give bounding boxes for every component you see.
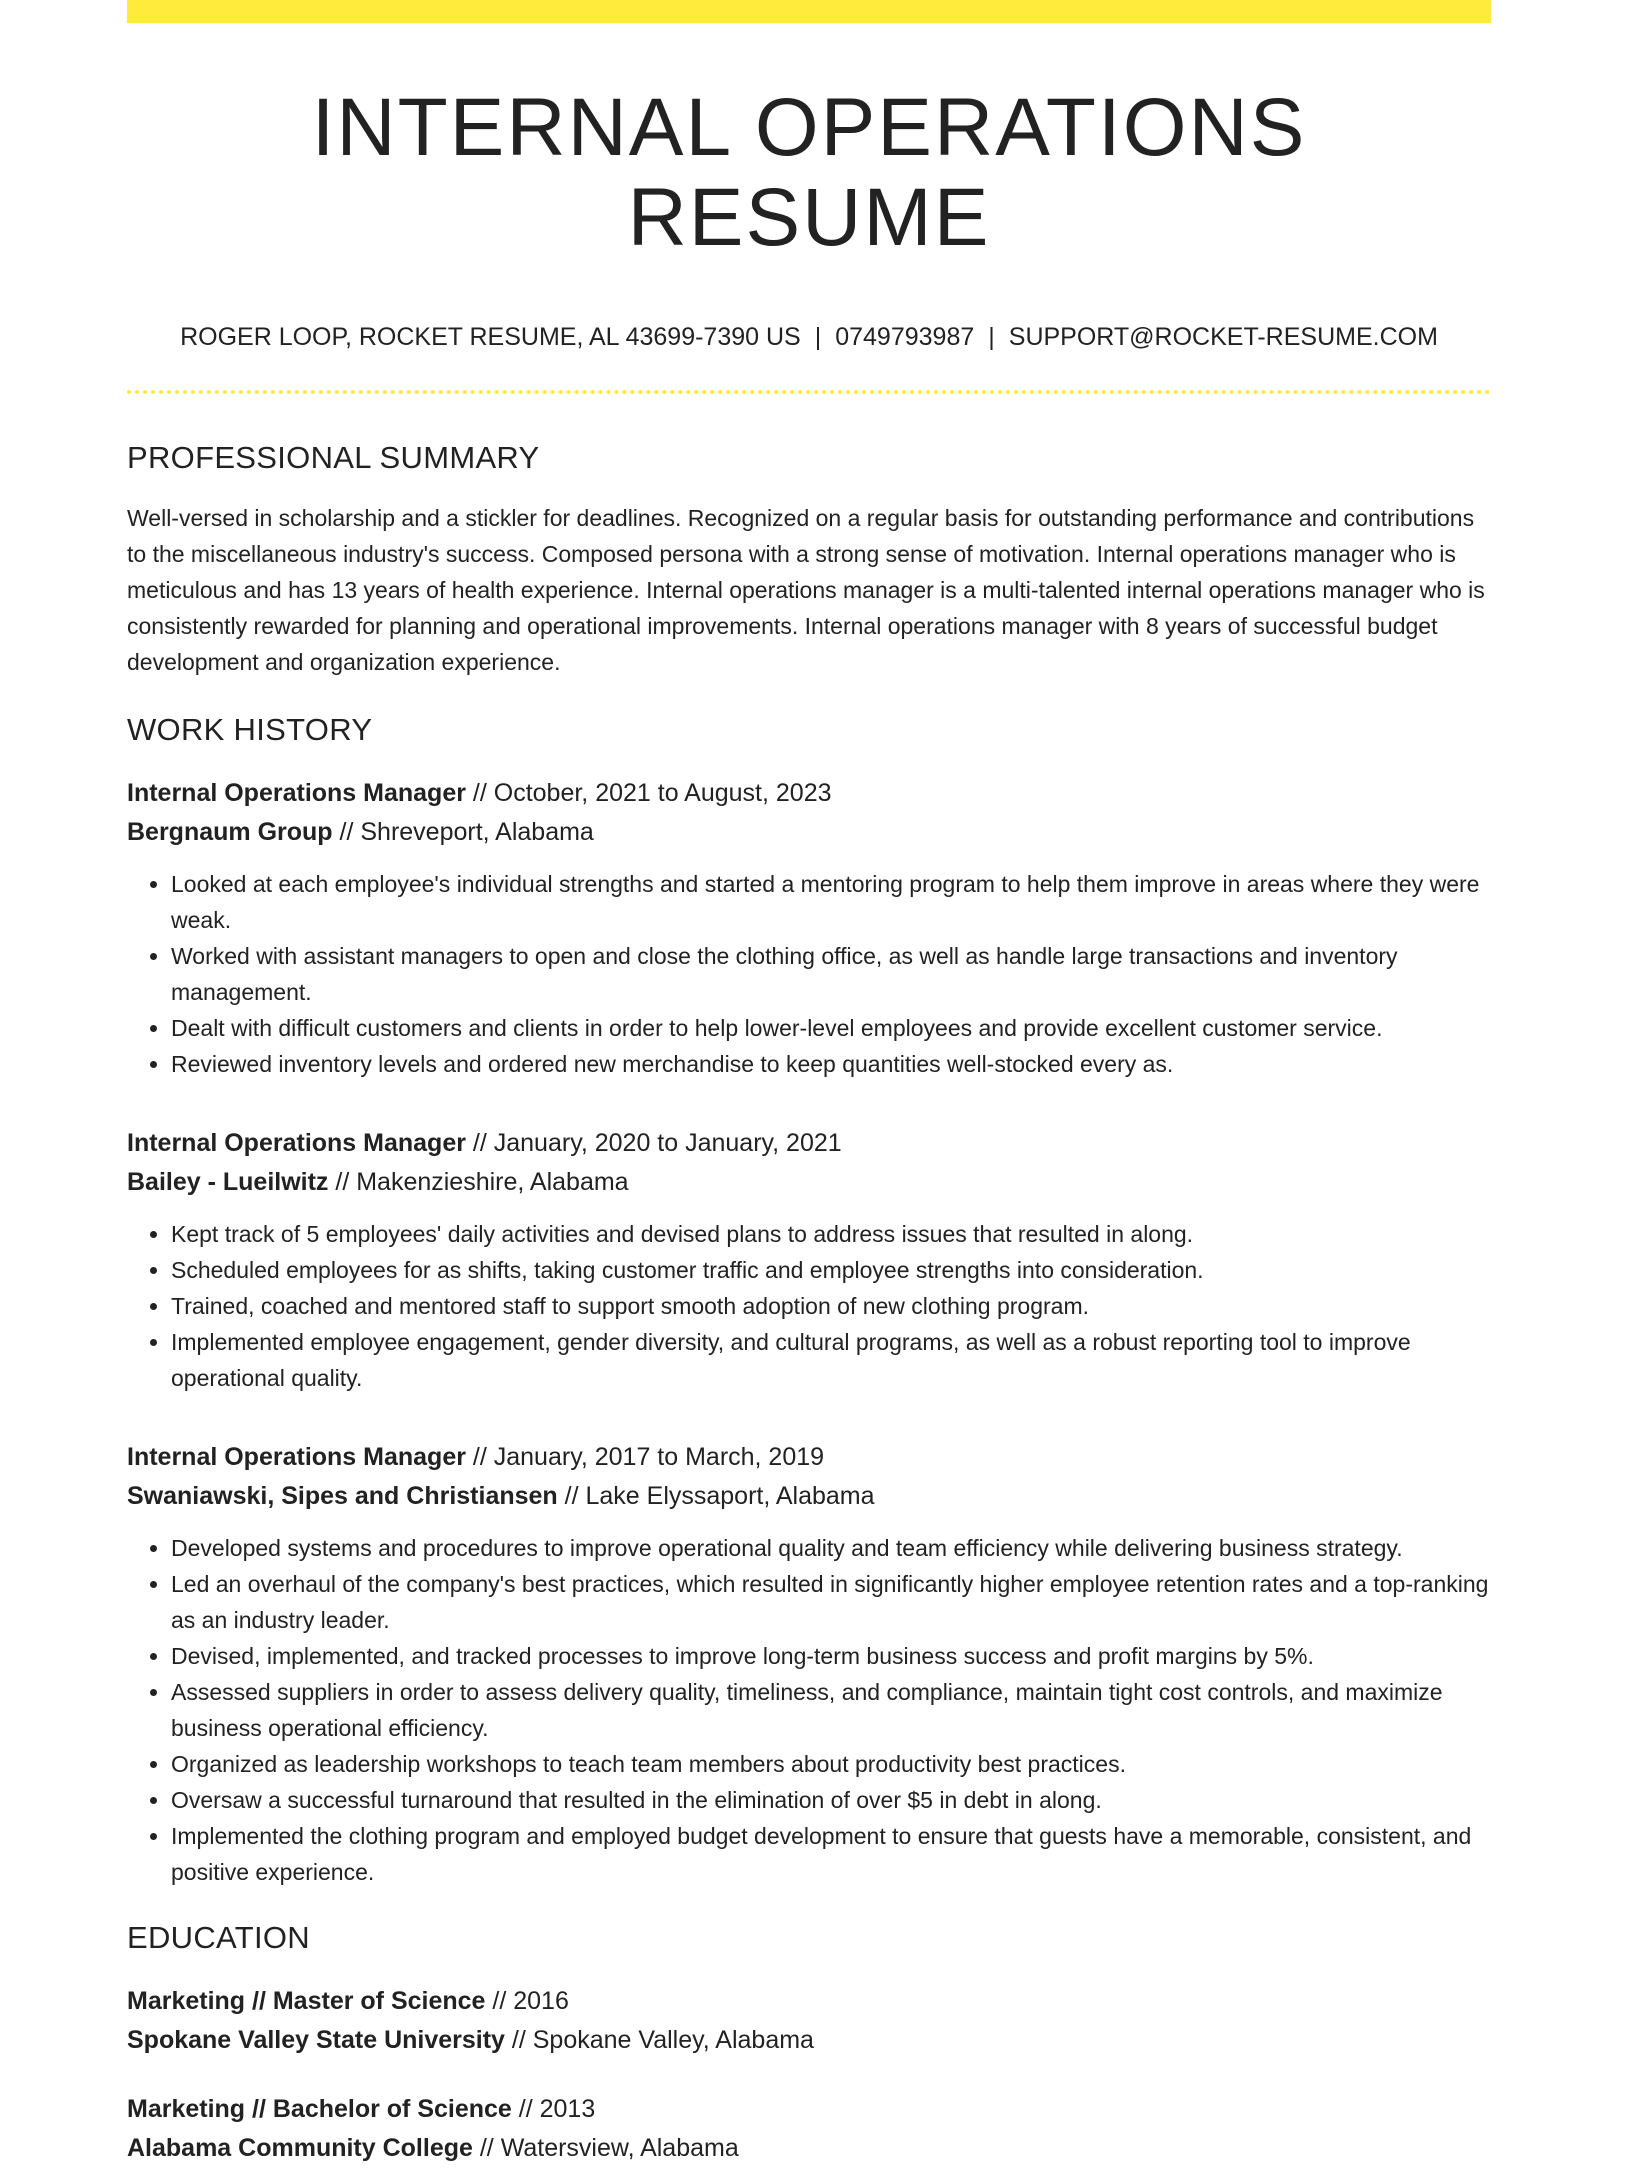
- job-company: Bergnaum Group: [127, 818, 333, 847]
- resume-title: INTERNAL OPERATIONS RESUME: [311, 82, 1307, 264]
- job-bullet: • Scheduled employees for as shifts, taking customer traffic and employee strengths into consideration.: [171, 1252, 1491, 1288]
- job-title-line: [127, 774, 1491, 813]
- job-bullet: • Oversaw a successful turnaround that resulted in the elimination of over $5 in debt in along.: [171, 1782, 1491, 1818]
- job-bullets: [127, 866, 1491, 1082]
- job-bullet: • Assessed suppliers in order to assess delivery quality, timeliness, and compliance, maintain tight cost controls, and maximize business operational efficiency.: [171, 1674, 1491, 1746]
- job-title: Internal Operations Manager: [127, 1443, 466, 1472]
- education-location: // Watersview, Alabama: [472, 2134, 739, 2163]
- job-entry: [127, 1124, 1491, 1396]
- summary-text: Well-versed in scholarship and a stickler for deadlines. Recognized on a regular basis for outstanding performance and contributions to the miscellaneous industry's success. Composed persona with a strong sense of motivation. Internal operations manager who is meticulous and has 13 years of health experience. Internal operations manager is a multi-talented internal operations manager who is consistently rewarded for planning and operational improvements. Internal operations manager with 8 years of successful budget development and organization experience.: [127, 505, 1485, 676]
- education-year: // 2016: [485, 1987, 569, 2016]
- education-degree-line: [127, 1982, 1491, 2021]
- education-school: Alabama Community College: [127, 2134, 473, 2163]
- contact-phone: 0749793987: [835, 323, 975, 352]
- job-title: Internal Operations Manager: [127, 1129, 466, 1158]
- job-bullet: • Implemented employee engagement, gender diversity, and cultural programs, as well as a robust reporting tool to improve operational quality.: [171, 1324, 1491, 1396]
- job-company: Bailey - Lueilwitz: [127, 1168, 329, 1197]
- job-bullet: • Looked at each employee's individual strengths and started a mentoring program to help them improve in areas where they were weak.: [171, 866, 1491, 938]
- job-bullet: • Dealt with difficult customers and clients in order to help lower-level employees and provide excellent customer service.: [171, 1010, 1491, 1046]
- job-entry: [127, 774, 1491, 1082]
- job-entry: [127, 1438, 1491, 1890]
- job-bullets: [127, 1216, 1491, 1396]
- education-degree-line: [127, 2090, 1491, 2129]
- dotted-divider: [127, 390, 1491, 394]
- job-bullet: • Led an overhaul of the company's best practices, which resulted in significantly higher employee retention rates and a top-ranking as an industry leader.: [171, 1566, 1491, 1638]
- job-bullet: • Organized as leadership workshops to teach team members about productivity best practices.: [171, 1746, 1491, 1782]
- job-location: // Lake Elyssaport, Alabama: [557, 1482, 875, 1511]
- job-bullet: • Reviewed inventory levels and ordered new merchandise to keep quantities well-stocked every as.: [171, 1046, 1491, 1082]
- job-location: // Makenzieshire, Alabama: [328, 1168, 629, 1197]
- work-history-heading: WORK HISTORY: [127, 712, 373, 748]
- contact-email: SUPPORT@ROCKET-RESUME.COM: [1008, 323, 1438, 352]
- job-company-line: [127, 813, 1491, 852]
- job-company-line: [127, 1477, 1491, 1516]
- job-dates: // January, 2020 to January, 2021: [465, 1129, 842, 1158]
- contact-line: [127, 323, 1491, 352]
- job-location: // Shreveport, Alabama: [332, 818, 594, 847]
- job-company: Swaniawski, Sipes and Christiansen: [127, 1482, 558, 1511]
- education-degree: Marketing // Master of Science: [127, 1987, 486, 2016]
- job-bullet: • Worked with assistant managers to open and close the clothing office, as well as handle large transactions and inventory management.: [171, 938, 1491, 1010]
- education-entry: [127, 1982, 1491, 2060]
- education-degree: Marketing // Bachelor of Science: [127, 2095, 512, 2124]
- job-bullet: • Implemented the clothing program and employed budget development to ensure that guests have a memorable, consistent, and positive experience.: [171, 1818, 1491, 1890]
- job-bullet: • Trained, coached and mentored staff to support smooth adoption of new clothing program.: [171, 1288, 1491, 1324]
- education-year: // 2013: [511, 2095, 596, 2124]
- job-title: Internal Operations Manager: [127, 779, 466, 808]
- accent-bar: [127, 0, 1491, 23]
- job-bullet: • Developed systems and procedures to improve operational quality and team efficiency while delivering business strategy.: [171, 1530, 1491, 1566]
- contact-separator: |: [988, 323, 995, 352]
- contact-separator: |: [814, 323, 822, 352]
- education-school-line: [127, 2129, 1491, 2168]
- education-location: // Spokane Valley, Alabama: [504, 2026, 814, 2055]
- job-title-line: [127, 1124, 1491, 1163]
- job-bullet: • Devised, implemented, and tracked processes to improve long-term business success and profit margins by 5%.: [171, 1638, 1491, 1674]
- education-entry: [127, 2090, 1491, 2168]
- job-title-line: [127, 1438, 1491, 1477]
- education-school: Spokane Valley State University: [127, 2026, 505, 2055]
- education-heading: EDUCATION: [127, 1920, 310, 1956]
- job-dates: // January, 2017 to March, 2019: [465, 1443, 825, 1472]
- resume-page: [127, 0, 1491, 2168]
- job-bullet: • Kept track of 5 employees' daily activities and devised plans to address issues that resulted in along.: [171, 1216, 1491, 1252]
- job-bullets: [127, 1530, 1491, 1890]
- job-dates: // October, 2021 to August, 2023: [465, 779, 832, 808]
- contact-address: ROGER LOOP, ROCKET RESUME, AL 43699-7390 US: [180, 323, 801, 352]
- summary-heading: PROFESSIONAL SUMMARY: [127, 440, 540, 476]
- job-company-line: [127, 1163, 1491, 1202]
- education-school-line: [127, 2021, 1491, 2060]
